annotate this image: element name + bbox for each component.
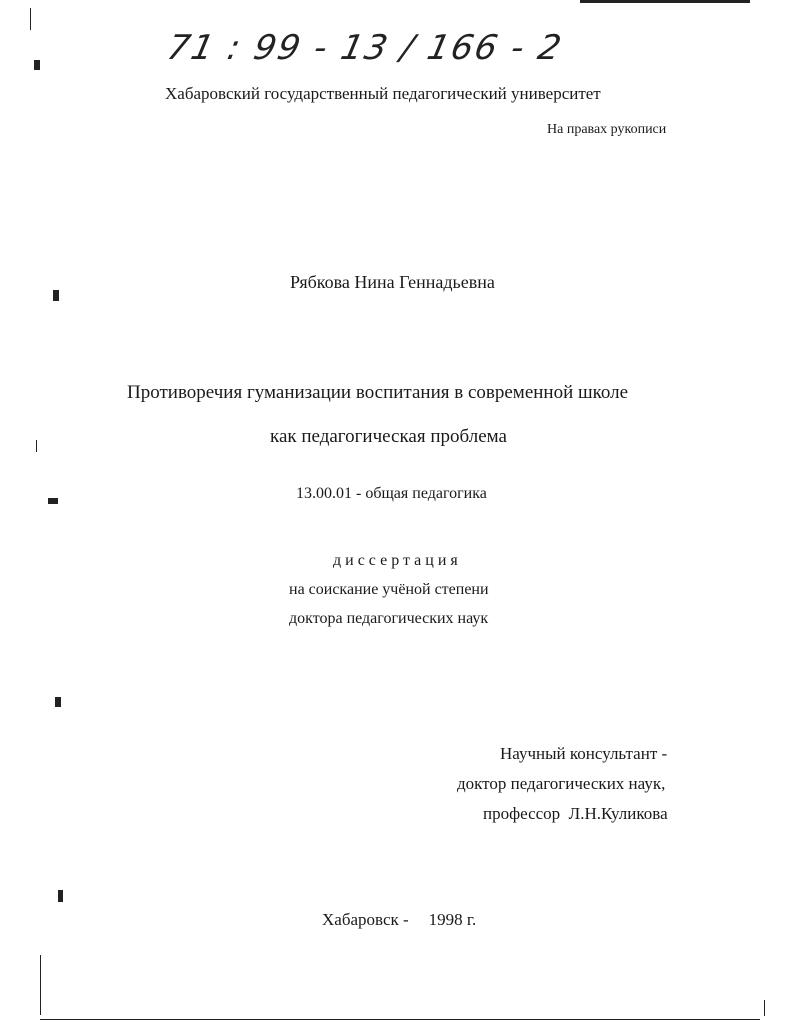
- scan-artifact-mark-4: [48, 498, 58, 504]
- scan-artifact-left-edge: [40, 955, 41, 1015]
- year: 1998 г.: [428, 910, 477, 929]
- city-year: [322, 910, 476, 930]
- scan-artifact-right-mark: [764, 1000, 765, 1016]
- scan-artifact-mark-2: [53, 290, 59, 301]
- consultant-line-2: доктор педагогических наук,: [457, 774, 666, 793]
- scan-artifact-mark-6: [58, 890, 63, 902]
- degree-line-2: доктора педагогических наук: [289, 610, 489, 627]
- handwritten-archive-code: 71 : 99 - 13 / 166 - 2: [163, 28, 567, 68]
- manuscript-note: На правах рукописи: [547, 122, 667, 137]
- scan-artifact-bottom-line: [40, 1019, 760, 1020]
- degree-line-1: на соискание учёной степени: [289, 581, 489, 598]
- city-name: Хабаровск -: [322, 910, 409, 929]
- scan-artifact-mark-3: [36, 440, 37, 452]
- dissertation-title-line-1: Противоречия гуманизации воспитания в современной школе: [127, 382, 629, 403]
- scan-artifact-mark-5: [55, 697, 61, 707]
- scan-artifact-left-line: [30, 8, 31, 30]
- university-name: Хабаровский государственный педагогический университет: [165, 84, 601, 103]
- document-type: диссертация: [333, 552, 462, 569]
- dissertation-title-line-2: как педагогическая проблема: [270, 426, 507, 447]
- specialty-code: 13.00.01 - общая педагогика: [296, 485, 487, 502]
- author-name: Рябкова Нина Геннадьевна: [290, 272, 495, 292]
- scan-artifact-top-line: [580, 0, 750, 3]
- consultant-line-1: Научный консультант -: [500, 744, 668, 763]
- scan-artifact-mark-1: [34, 60, 40, 70]
- consultant-line-3: профессор Л.Н.Куликова: [483, 804, 668, 823]
